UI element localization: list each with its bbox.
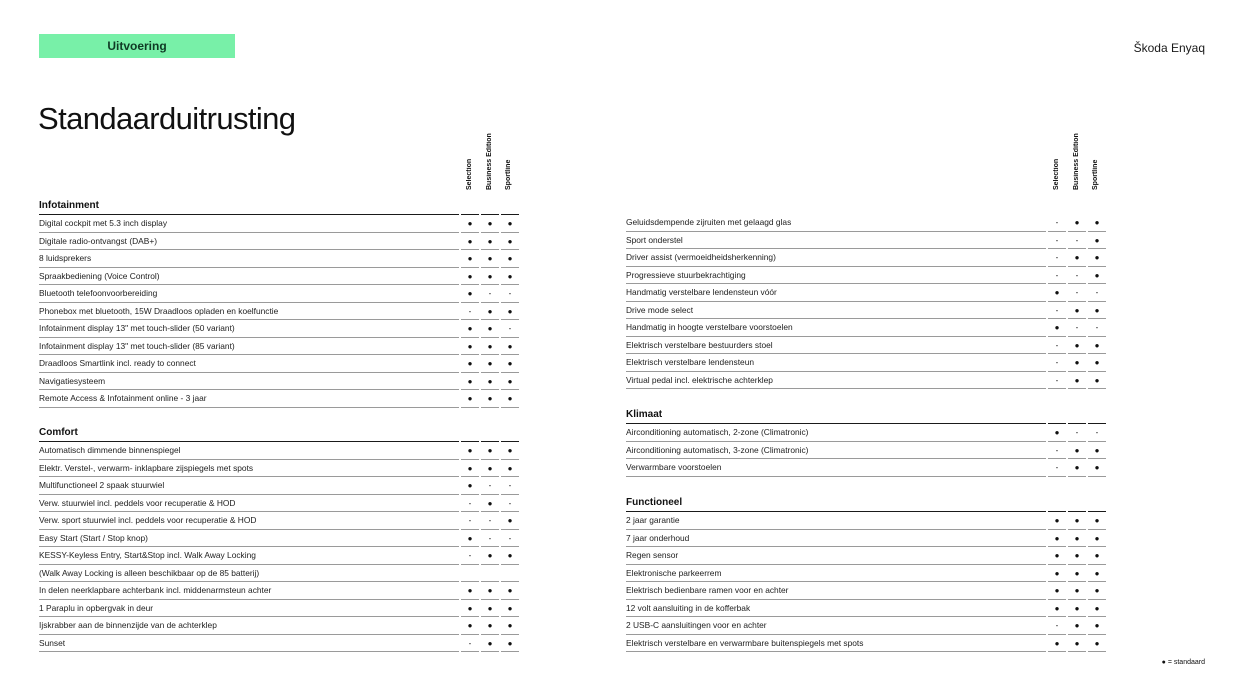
availability-cell-sportline: ● <box>501 582 519 600</box>
row-label: Geluidsdempende zijruiten met gelaagd glas <box>626 214 1046 232</box>
availability-cell-business-edition: ● <box>1068 459 1086 477</box>
availability-cell-business-edition: - <box>1068 232 1086 250</box>
column-header-business-edition: Business Edition <box>1073 133 1080 190</box>
availability-cell-sportline: ● <box>1088 617 1106 635</box>
availability-cell-sportline: ● <box>1088 512 1106 530</box>
table-row <box>39 373 521 391</box>
table-row <box>626 232 1108 250</box>
availability-cell-business-edition: - <box>1068 319 1086 337</box>
availability-cell-sportline: ● <box>1088 302 1106 320</box>
availability-cell-selection: ● <box>1048 582 1066 600</box>
row-label: Spraakbediening (Voice Control) <box>39 268 459 286</box>
availability-cell-sportline: ● <box>1088 337 1106 355</box>
row-label: Digitale radio-ontvangst (DAB+) <box>39 233 459 251</box>
row-label: Easy Start (Start / Stop knop) <box>39 530 459 548</box>
table-row <box>626 302 1108 320</box>
availability-cell-business-edition: ● <box>1068 565 1086 583</box>
availability-cell-business-edition: ● <box>481 338 499 356</box>
table-row <box>626 372 1108 390</box>
availability-cell-selection: ● <box>461 373 479 391</box>
availability-cell-selection: ● <box>461 460 479 478</box>
availability-cell-business-edition: ● <box>481 582 499 600</box>
availability-cell-sportline: ● <box>501 268 519 286</box>
availability-cell-selection: ● <box>461 355 479 373</box>
table-row <box>626 337 1108 355</box>
availability-cell-sportline: ● <box>501 373 519 391</box>
table-row <box>39 477 521 495</box>
availability-cell-business-edition: ● <box>1068 582 1086 600</box>
availability-cell-business-edition <box>481 565 499 583</box>
table-row <box>39 268 521 286</box>
availability-cell-business-edition: ● <box>481 215 499 233</box>
column-headers-left <box>461 122 521 194</box>
brand-name: Škoda Enyaq <box>1133 41 1205 55</box>
row-label: Verw. stuurwiel incl. peddels voor recuperatie & HOD <box>39 495 459 513</box>
table-row <box>39 635 521 653</box>
availability-cell-sportline: - <box>501 495 519 513</box>
table-row <box>626 249 1108 267</box>
table-row <box>39 617 521 635</box>
availability-cell-sportline: ● <box>1088 600 1106 618</box>
availability-cell-sportline: ● <box>1088 232 1106 250</box>
table-row <box>626 600 1108 618</box>
column-header-business-edition: Business Edition <box>486 133 493 190</box>
availability-cell-business-edition: ● <box>481 635 499 653</box>
availability-cell-business-edition: ● <box>481 442 499 460</box>
availability-cell-sportline: - <box>501 285 519 303</box>
availability-cell-selection: ● <box>461 285 479 303</box>
row-label: KESSY-Keyless Entry, Start&Stop incl. Walk Away Locking <box>39 547 459 565</box>
availability-cell-selection: - <box>1048 372 1066 390</box>
table-row <box>39 338 521 356</box>
availability-cell-business-edition: ● <box>481 250 499 268</box>
row-label: Sunset <box>39 635 459 653</box>
row-label: Phonebox met bluetooth, 15W Draadloos opladen en koelfunctie <box>39 303 459 321</box>
availability-cell-business-edition: ● <box>481 547 499 565</box>
table-row <box>39 303 521 321</box>
availability-cell-sportline: ● <box>501 390 519 408</box>
availability-cell-sportline: ● <box>501 250 519 268</box>
availability-cell-selection: - <box>461 495 479 513</box>
availability-cell-business-edition: ● <box>1068 530 1086 548</box>
row-label: Regen sensor <box>626 547 1046 565</box>
table-row <box>626 530 1108 548</box>
table-row <box>626 284 1108 302</box>
availability-cell-selection: ● <box>1048 565 1066 583</box>
availability-cell-selection: ● <box>461 582 479 600</box>
row-label: Handmatig verstelbare lendensteun vóór <box>626 284 1046 302</box>
availability-cell-business-edition: ● <box>1068 512 1086 530</box>
availability-cell-sportline: ● <box>1088 442 1106 460</box>
section-infotainment <box>39 197 521 408</box>
availability-cell-selection: - <box>1048 354 1066 372</box>
availability-cell-sportline: ● <box>1088 582 1106 600</box>
availability-cell-business-edition: - <box>481 530 499 548</box>
availability-cell-business-edition: ● <box>1068 214 1086 232</box>
availability-cell-sportline: ● <box>501 617 519 635</box>
table-row <box>626 459 1108 477</box>
availability-cell-business-edition: - <box>481 477 499 495</box>
availability-cell-business-edition: ● <box>481 617 499 635</box>
column-header-selection: Selection <box>466 158 473 190</box>
table-row <box>39 565 521 583</box>
table-row <box>626 214 1108 232</box>
availability-cell-selection: ● <box>1048 600 1066 618</box>
availability-cell-business-edition: ● <box>481 355 499 373</box>
row-label: Elektr. Verstel-, verwarm- inklapbare zijspiegels met spots <box>39 460 459 478</box>
availability-cell-business-edition: ● <box>481 373 499 391</box>
table-row <box>626 267 1108 285</box>
availability-cell-business-edition: ● <box>481 320 499 338</box>
table-row <box>39 582 521 600</box>
availability-cell-selection: - <box>1048 267 1066 285</box>
row-label: 1 Paraplu in opbergvak in deur <box>39 600 459 618</box>
section-comfort <box>39 424 521 652</box>
row-label: 8 luidsprekers <box>39 250 459 268</box>
table-row <box>39 250 521 268</box>
table-row <box>39 460 521 478</box>
availability-cell-selection: - <box>461 303 479 321</box>
row-label: Verw. sport stuurwiel incl. peddels voor recuperatie & HOD <box>39 512 459 530</box>
availability-cell-business-edition: ● <box>481 268 499 286</box>
availability-cell-selection: ● <box>461 215 479 233</box>
column-header-sportline: Sportline <box>1092 159 1099 190</box>
availability-cell-selection: ● <box>461 320 479 338</box>
row-label: Elektronische parkeerrem <box>626 565 1046 583</box>
availability-cell-business-edition: ● <box>1068 635 1086 653</box>
table-row <box>626 582 1108 600</box>
availability-cell-selection: ● <box>461 442 479 460</box>
availability-cell-business-edition: ● <box>1068 337 1086 355</box>
availability-cell-selection: - <box>1048 232 1066 250</box>
availability-cell-business-edition: - <box>481 285 499 303</box>
row-label: Multifunctioneel 2 spaak stuurwiel <box>39 477 459 495</box>
availability-cell-sportline: ● <box>501 635 519 653</box>
availability-cell-business-edition: ● <box>481 495 499 513</box>
availability-cell-sportline: ● <box>501 600 519 618</box>
table-row <box>626 547 1108 565</box>
column-header-selection: Selection <box>1053 158 1060 190</box>
availability-cell-business-edition: ● <box>481 460 499 478</box>
availability-cell-business-edition: ● <box>481 233 499 251</box>
availability-cell-business-edition: ● <box>1068 600 1086 618</box>
availability-cell-selection: - <box>1048 302 1066 320</box>
row-label: Driver assist (vermoeidheidsherkenning) <box>626 249 1046 267</box>
availability-cell-sportline: - <box>1088 284 1106 302</box>
availability-cell-sportline: ● <box>501 215 519 233</box>
availability-cell-business-edition: ● <box>1068 442 1086 460</box>
availability-cell-selection: - <box>1048 249 1066 267</box>
section-title: Klimaat <box>626 406 1046 424</box>
table-row <box>39 495 521 513</box>
availability-cell-business-edition: ● <box>481 600 499 618</box>
row-label: (Walk Away Locking is alleen beschikbaar op de 85 batterij) <box>39 565 459 583</box>
table-row <box>626 617 1108 635</box>
row-label: Progressieve stuurbekrachtiging <box>626 267 1046 285</box>
availability-cell-business-edition: - <box>481 512 499 530</box>
row-label: Drive mode select <box>626 302 1046 320</box>
availability-cell-selection: - <box>1048 459 1066 477</box>
availability-cell-selection: - <box>1048 442 1066 460</box>
availability-cell-sportline: ● <box>1088 267 1106 285</box>
table-row <box>39 442 521 460</box>
availability-cell-selection: ● <box>1048 319 1066 337</box>
availability-cell-selection: ● <box>1048 547 1066 565</box>
row-label: Virtual pedal incl. elektrische achterklep <box>626 372 1046 390</box>
availability-cell-business-edition: ● <box>1068 547 1086 565</box>
section-right-continued <box>626 214 1108 389</box>
table-row <box>39 320 521 338</box>
availability-cell-sportline: ● <box>501 233 519 251</box>
row-label: Draadloos Smartlink incl. ready to connect <box>39 355 459 373</box>
availability-cell-sportline: ● <box>1088 565 1106 583</box>
availability-cell-sportline: ● <box>1088 249 1106 267</box>
availability-cell-sportline: ● <box>501 547 519 565</box>
row-label: Elektrisch bedienbare ramen voor en achter <box>626 582 1046 600</box>
section-functioneel <box>626 494 1108 652</box>
availability-cell-sportline: ● <box>1088 354 1106 372</box>
row-label: Handmatig in hoogte verstelbare voorstoelen <box>626 319 1046 337</box>
section-title: Functioneel <box>626 494 1046 512</box>
row-label: 2 jaar garantie <box>626 512 1046 530</box>
row-label: Elektrisch verstelbare bestuurders stoel <box>626 337 1046 355</box>
row-label: Infotainment display 13" met touch-slider (50 variant) <box>39 320 459 338</box>
availability-cell-business-edition: - <box>1068 267 1086 285</box>
availability-cell-sportline: - <box>501 530 519 548</box>
table-row <box>626 442 1108 460</box>
row-label: Bluetooth telefoonvoorbereiding <box>39 285 459 303</box>
availability-cell-selection: ● <box>461 530 479 548</box>
availability-cell-business-edition: - <box>1068 284 1086 302</box>
page-title: Standaarduitrusting <box>38 100 296 136</box>
availability-cell-selection: - <box>461 547 479 565</box>
availability-cell-selection: ● <box>461 250 479 268</box>
availability-cell-business-edition: - <box>1068 424 1086 442</box>
availability-cell-selection: ● <box>461 600 479 618</box>
availability-cell-business-edition: ● <box>1068 302 1086 320</box>
availability-cell-selection: ● <box>461 268 479 286</box>
column-headers-right <box>1048 122 1108 194</box>
row-label: Ijskrabber aan de binnenzijde van de achterklep <box>39 617 459 635</box>
table-row <box>626 635 1108 653</box>
table-row <box>626 565 1108 583</box>
availability-cell-business-edition: ● <box>1068 249 1086 267</box>
availability-cell-selection: ● <box>461 233 479 251</box>
table-row <box>39 547 521 565</box>
availability-cell-sportline: ● <box>501 303 519 321</box>
availability-cell-business-edition: ● <box>481 390 499 408</box>
availability-cell-selection: ● <box>461 617 479 635</box>
row-label: 7 jaar onderhoud <box>626 530 1046 548</box>
availability-cell-selection: ● <box>1048 284 1066 302</box>
availability-cell-sportline: ● <box>1088 459 1106 477</box>
availability-cell-sportline: ● <box>1088 214 1106 232</box>
row-label: Elektrisch verstelbare en verwarmbare buitenspiegels met spots <box>626 635 1046 653</box>
availability-cell-sportline: ● <box>1088 530 1106 548</box>
table-row <box>626 354 1108 372</box>
table-row <box>626 424 1108 442</box>
row-label: Digital cockpit met 5.3 inch display <box>39 215 459 233</box>
row-label: Navigatiesysteem <box>39 373 459 391</box>
table-row <box>626 319 1108 337</box>
availability-cell-sportline: - <box>501 477 519 495</box>
section-title: Infotainment <box>39 197 459 215</box>
row-label: Elektrisch verstelbare lendensteun <box>626 354 1046 372</box>
availability-cell-selection <box>461 565 479 583</box>
availability-cell-sportline: ● <box>501 460 519 478</box>
row-label: 12 volt aansluiting in de kofferbak <box>626 600 1046 618</box>
table-row <box>39 233 521 251</box>
table-row <box>39 600 521 618</box>
row-label: Airconditioning automatisch, 3-zone (Climatronic) <box>626 442 1046 460</box>
availability-cell-sportline: ● <box>1088 547 1106 565</box>
availability-cell-business-edition: ● <box>481 303 499 321</box>
availability-cell-business-edition: ● <box>1068 372 1086 390</box>
availability-cell-sportline: ● <box>501 442 519 460</box>
availability-cell-selection: - <box>1048 617 1066 635</box>
column-header-sportline: Sportline <box>505 159 512 190</box>
availability-cell-selection: ● <box>1048 512 1066 530</box>
availability-cell-business-edition: ● <box>1068 354 1086 372</box>
table-row <box>39 390 521 408</box>
table-row <box>39 512 521 530</box>
availability-cell-sportline: ● <box>1088 372 1106 390</box>
availability-cell-sportline: ● <box>501 338 519 356</box>
availability-cell-selection: ● <box>461 338 479 356</box>
availability-cell-selection: ● <box>461 477 479 495</box>
availability-cell-selection: - <box>1048 337 1066 355</box>
availability-cell-sportline: - <box>501 320 519 338</box>
availability-cell-selection: ● <box>1048 530 1066 548</box>
row-label: Airconditioning automatisch, 2-zone (Climatronic) <box>626 424 1046 442</box>
row-label: Verwarmbare voorstoelen <box>626 459 1046 477</box>
availability-cell-selection: - <box>461 512 479 530</box>
availability-cell-sportline: - <box>1088 424 1106 442</box>
availability-cell-sportline: ● <box>1088 635 1106 653</box>
section-tag: Uitvoering <box>39 34 235 58</box>
availability-cell-selection: ● <box>461 390 479 408</box>
availability-cell-sportline: - <box>1088 319 1106 337</box>
table-row <box>39 215 521 233</box>
availability-cell-business-edition: ● <box>1068 617 1086 635</box>
table-row <box>39 285 521 303</box>
availability-cell-selection: ● <box>1048 424 1066 442</box>
row-label: Sport onderstel <box>626 232 1046 250</box>
row-label: 2 USB-C aansluitingen voor en achter <box>626 617 1046 635</box>
row-label: In delen neerklapbare achterbank incl. middenarmsteun achter <box>39 582 459 600</box>
table-row <box>626 512 1108 530</box>
availability-cell-sportline <box>501 565 519 583</box>
table-row <box>39 355 521 373</box>
availability-cell-selection: - <box>1048 214 1066 232</box>
section-title: Comfort <box>39 424 459 442</box>
availability-cell-selection: - <box>461 635 479 653</box>
row-label: Automatisch dimmende binnenspiegel <box>39 442 459 460</box>
availability-cell-sportline: ● <box>501 512 519 530</box>
table-row <box>39 530 521 548</box>
section-klimaat <box>626 406 1108 477</box>
row-label: Remote Access & Infotainment online - 3 jaar <box>39 390 459 408</box>
legend: ● = standaard <box>1161 659 1205 666</box>
row-label: Infotainment display 13" met touch-slider (85 variant) <box>39 338 459 356</box>
availability-cell-sportline: ● <box>501 355 519 373</box>
availability-cell-selection: ● <box>1048 635 1066 653</box>
